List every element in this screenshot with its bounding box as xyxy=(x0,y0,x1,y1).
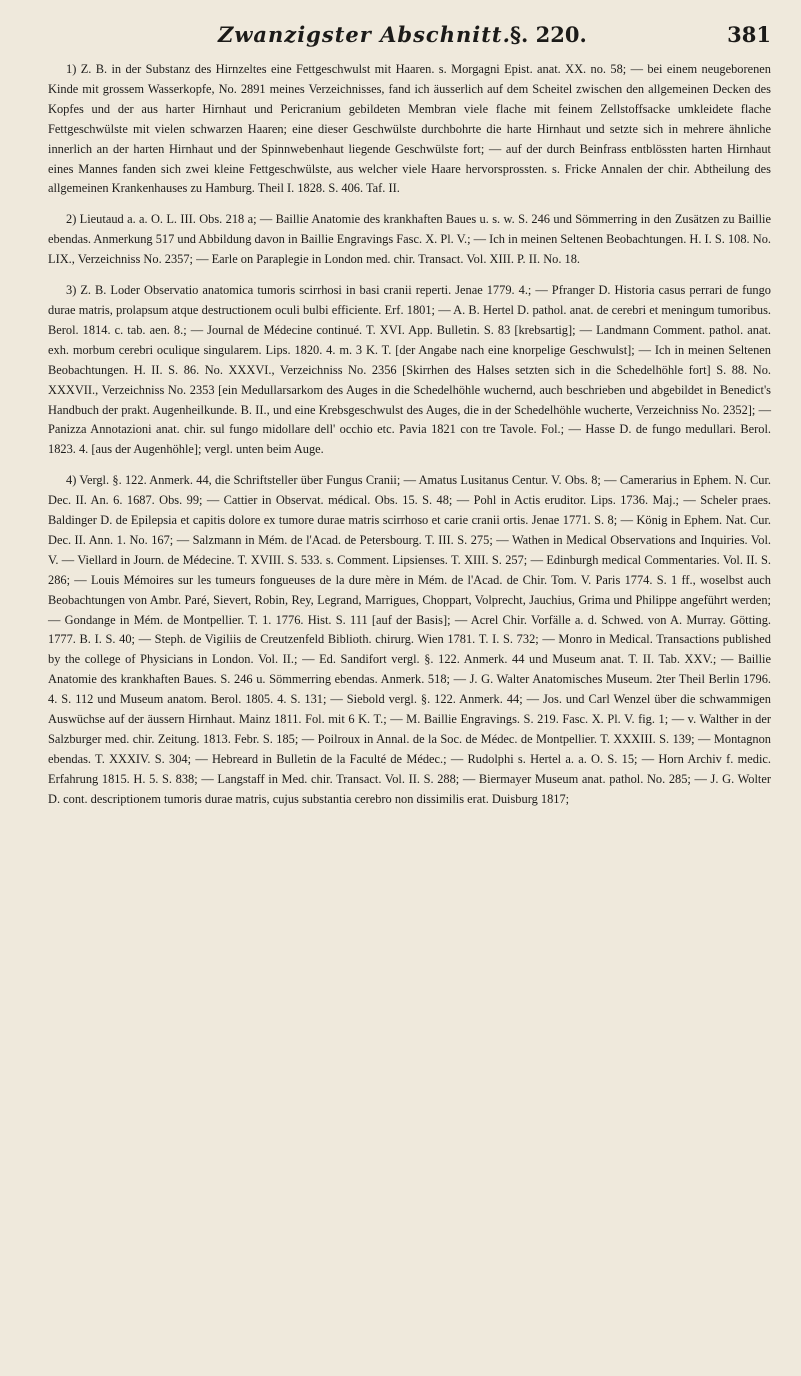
footnotes xyxy=(48,60,771,810)
footnote-3: 3) Z. B. Loder Observatio anatomica tumoris scirrhosi in basi cranii reperti. Jenae 1779. 4.; — Pfranger D. Historia casus perrari de fungo durae matris, prolapsum atque destructionem oculi bulbi efficiente. Erf. 1801; — A. B. Hertel D. pathol. anat. de cerebri et meningum tumoribus. Berol. 1814. c. tab. aen. 8.; — Journal de Médecine continué. T. XVI. App. Bulletin. S. 83 [krebsartig]; — Landmann Comment. pathol. anat. exh. morbum cerebri oculique singularem. Lips. 1820. 4. m. 3 K. T. [der Angabe nach eine knorpelige Geschwulst]; — Ich in meinen Seltenen Beobachtungen. H. II. S. 86. No. XXXVI., Verzeichniss No. 2356 [Skirrhen des Halses setzten sich in die Schedelhöhle fort] S. 88. No. XXXVII., Verzeichniss No. 2353 [ein Medullarsarkom des Auges in die Schedelhöhle wuchernd, auch beschrieben und abgebildet in Benedict's Handbuch der prakt. Augenheilkunde. B. II., und eine Krebsgeschwulst des Auges, die in der Schedelhöhle wucherte, Verzeichniss No. 2352]; — Panizza Annotazioni anat. chir. sul fungo midollare dell' occhio etc. Pavia 1821 con tre Tavole. Fol.; — Hasse D. de fungo medullari. Berol. 1823. 4. [aus der Augenhöhle]; vergl. unten beim Auge. xyxy=(48,283,771,457)
chapter-title: Zwanzigster Abschnitt. xyxy=(218,22,511,47)
footnote-1: 1) Z. B. in der Substanz des Hirnzeltes eine Fettgeschwulst mit Haaren. s. Morgagni Epist. anat. XX. no. 58; — bei einem neugeborenen Kinde mit grossem Wasserkopfe, No. 2891 meines Verzeichnisses, fand ich äusserlich auf dem Scheitel zwischen den allgemeinen Decken des Kopfes und der aus harter Hirnhaut und Pericranium gebildeten Membran viele flache mit feinem Zellstoffsacke umkleidete flache Fettgeschwülste mit vielen schwarzen Haaren; eine dieser Geschwülste durchbohrte die harte Hirnhaut und setzte sich in mehrere ähnliche innerlich an der harten Hirnhaut und der Spinnwebenhaut liegende Geschwülste fort; — auf der durch Beinfrass entblössten harten Hirnhaut eines Mannes fanden sich zwei kleine Fettgeschwülste, aus welcher viele Haare hervorsprossten. s. Fricke Annalen der chir. Abtheilung des allgemeinen Krankenhauses zu Hamburg. Theil I. 1828. S. 406. Taf. II. xyxy=(48,62,771,196)
running-header xyxy=(48,20,771,60)
section-number: §. 220. xyxy=(510,22,587,47)
page-number: 381 xyxy=(727,22,771,47)
footnote-2: 2) Lieutaud a. a. O. L. III. Obs. 218 a; — Baillie Anatomie des krankhaften Baues u. s. w. S. 246 und Sömmerring in den Zusätzen zu Baillie ebendas. Anmerkung 517 und Abbildung davon in Baillie Engravings Fasc. X. Pl. V.; — Ich in meinen Seltenen Beobachtungen. H. I. S. 108. No. LIX., Verzeichniss No. 2357; — Earle on Paraplegie in London med. chir. Transact. Vol. XIII. P. II. No. 18. xyxy=(48,212,771,267)
footnote-4: 4) Vergl. §. 122. Anmerk. 44, die Schriftsteller über Fungus Cranii; — Amatus Lusitanus Centur. V. Obs. 8; — Camerarius in Ephem. N. Cur. Dec. II. An. 6. 1687. Obs. 99; — Cattier in Observat. médical. Obs. 15. S. 48; — Pohl in Actis eruditor. Lips. 1736. Maj.; — Scheler praes. Baldinger D. de Epilepsia et capitis dolore ex tumore durae matris scirrhoso et carie cranii ortis. Jenae 1771. S. 8; — König in Ephem. Nat. Cur. Dec. II. Ann. 1. No. 167; — Salzmann in Mém. de l'Acad. de Petersbourg. T. III. S. 275; — Wathen in Medical Observations and Inquiries. Vol. V. — Viellard in Journ. de Médecine. T. XVIII. S. 533. s. Comment. Lipsienses. T. XIII. S. 257; — Edinburgh medical Commentaries. Vol. II. S. 286; — Louis Mémoires sur les tumeurs fongueuses de la dure mère in Mém. de l'Acad. de Chir. Tom. V. Paris 1774. S. 1 ff., woselbst auch Beobachtungen von Ambr. Paré, Sievert, Robin, Rey, Legrand, Marrigues, Choppart, Volprecht, Jauchius, Grima und Philippe angeführt werden; — Gondange in Mém. de Montpellier. T. 1. 1776. Hist. S. 111 [auf der Basis]; — Acrel Chir. Vorfälle a. d. Schwed. von A. Murray. Götting. 1777. B. I. S. 40; — Steph. de Vigiliis de Creutzenfeld Biblioth. chirurg. Wien 1781. T. I. S. 732; — Monro in Medical. Transactions published by the college of Physicians in London. Vol. II.; — Ed. Sandifort vergl. §. 122. Anmerk. 44 und Museum anat. T. II. Tab. XXV.; — Baillie Anatomie des krankhaften Baues. S. 246 u. Sömmerring ebendas. Anmerk. 518; — J. G. Walter Anatomisches Museum. 2ter Theil Berlin 1796. 4. S. 112 und Museum anatom. Berol. 1805. 4. S. 131; — Siebold vergl. §. 122. Anmerk. 44; — Jos. und Carl Wenzel über die schwammigen Auswüchse auf der äussern Hirnhaut. Mainz 1811. Fol. mit 6 K. T.; — M. Baillie Engravings. S. 219. Fasc. X. Pl. V. fig. 1; — v. Walther in der Salzburger med. chir. Zeitung. 1813. Febr. S. 185; — Poilroux in Annal. de la Soc. de Médec. de Montpellier. T. XXXIII. S. 139; — Montagnon ebendas. T. XXXIV. S. 304; — Hebreard in Bulletin de la Faculté de Médec.; — Rudolphi s. Hertel a. a. O. S. 15; — Horn Archiv f. medic. Erfahrung 1815. H. 5. S. 838; — Langstaff in Med. chir. Transact. Vol. II. S. 288; — Biermayer Museum anat. pathol. No. 285; — J. G. Wolter D. cont. descriptionem tumoris durae matris, cujus substantia cerebro non dissimilis erat. Duisburg 1817; xyxy=(48,473,771,806)
